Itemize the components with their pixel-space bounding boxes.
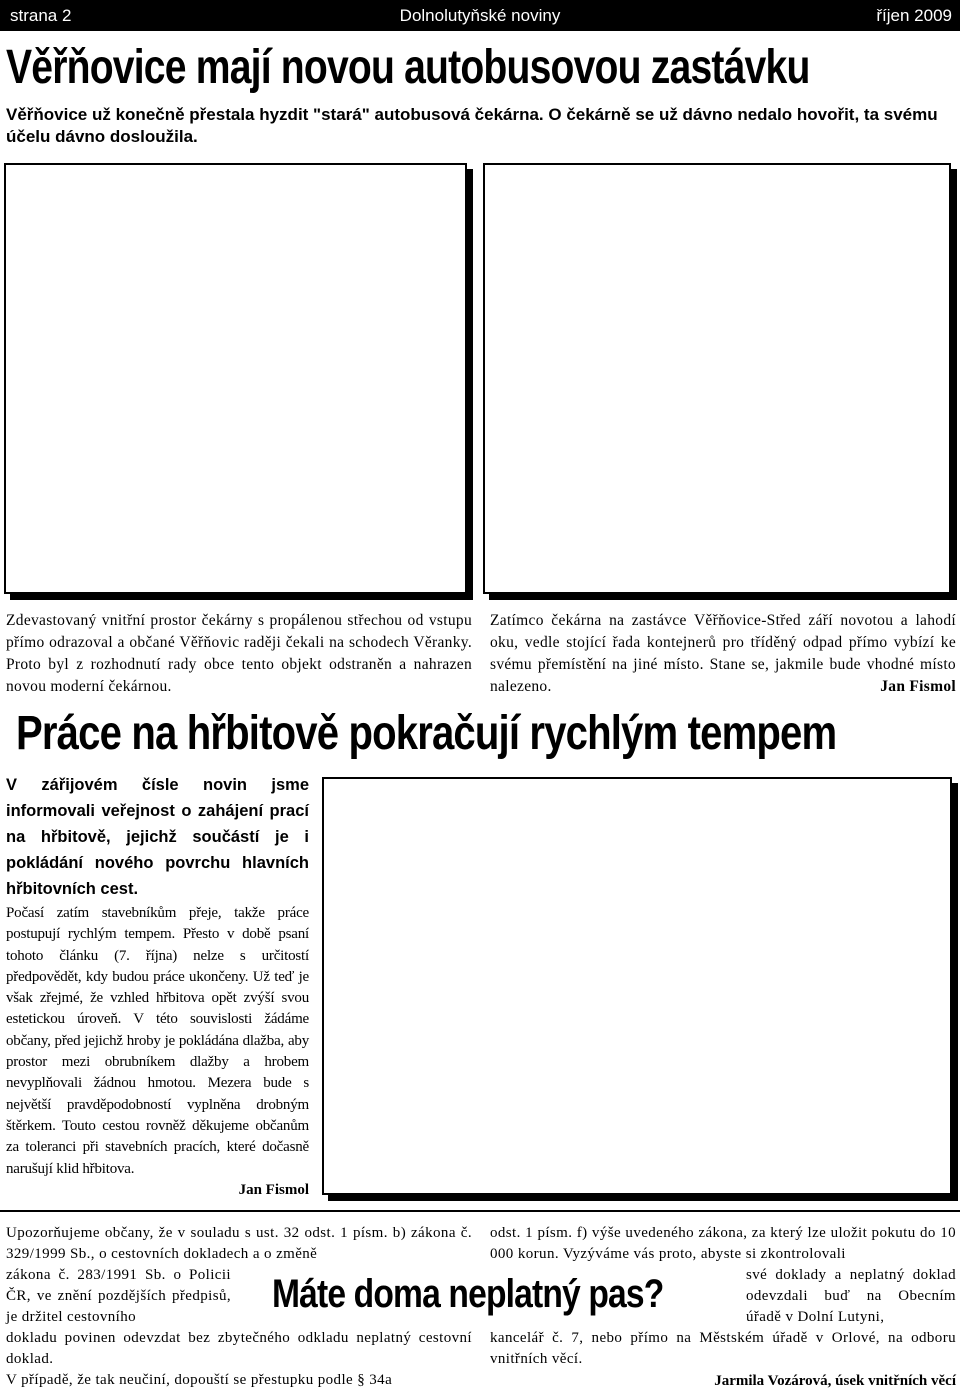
article1-author: Jan Fismol [880,678,956,695]
article3-right-bottom: kancelář č. 7, nebo přímo na Městském úřadě v Orlové, na odboru vnitřních věcí. [490,1330,956,1367]
photo-old-bus-shelter [4,163,467,594]
article3-right-top: odst. 1 písm. f) výše uvedeného zákona, za který lze uložit pokutu do 10 000 korun. Vyzýváme vás proto, abyste si zkontrolovali [490,1225,956,1262]
photo-new-bus-shelter [483,163,951,594]
photo-cemetery-works [322,777,952,1195]
article2-author: Jan Fismol [238,1182,309,1198]
section-divider [0,1210,960,1212]
newspaper-name: Dolnolutyňské noviny [399,6,561,25]
article3-left-last: V případě, že tak neučiní, dopouští se přestupku podle § 34a [6,1372,393,1388]
caption-right [490,610,956,698]
caption-left: Zdevastovaný vnitřní prostor čekárny s propálenou střechou od vstupu přímo odrazoval a občané Věřňovic raději čekali na schodech Věranky. Proto byl z rozhodnutí rady obce tento objekt odstraněn a nahrazen novou moderní čekárnou. [6,612,472,695]
page-number: strana 2 [10,6,72,25]
article1-lead: Věřňovice už konečně přestala hyzdit "stará" autobusová čekárna. O čekárně se už dávno nedalo hovořit, ta svému účelu dávno dosloužila. [6,105,938,146]
article3-author: Jarmila Vozárová, úsek vnitřních věcí [714,1373,956,1389]
article3-left-bottom: dokladu povinen odevzdat bez zbytečného odkladu neplatný cestovní doklad. [6,1330,472,1367]
article3-right-narrow: své doklady a neplatný doklad odevzdali buď na Obecním úřadě v Dolní Lutyni, [746,1267,956,1325]
article3-title: Máte doma neplatný pas? [272,1272,664,1316]
article2-body: Počasí zatím stavebníkům přeje, takže práce postupují rychlým tempem. Přesto v době psaní tohoto článku (7. října) nelze s určitostí předpovědět, kdy budou práce ukončeny. Už teď je však zřejmé, že vzhled hřbitova opět zvýší svou estetickou úroveň. V této souvislosti žádáme občany, před jejichž hroby je pokládána dlažba, aby prostor mezi obrubníkem dlažby a hrobem nevyplňovali žádnou hmotou. Mezera bude s největší pravděpodobností vyplněna drobným štěrkem. Touto cestou rovněž děkujeme občanům za toleranci při stavebních pracích, které dočasně narušují klid hřbitova. [6,905,309,1177]
caption-right-text: Zatímco čekárna na zastávce Věřňovice-Střed září novotou a lahodí oku, vedle stojící řada kontejnerů pro tříděný odpad přímo vybízí ke svému přemístění na jiné místo. Stane se, jakmile bude vhodné místo nalezeno. [490,612,956,695]
issue-date: říjen 2009 [876,6,952,25]
article1-title: Věřňovice mají novou autobusovou zastávku [6,41,810,94]
article3-left-top: Upozorňujeme občany, že v souladu s ust. 32 odst. 1 písm. b) zákona č. 329/1999 Sb., o cestovních dokladech a o změně [6,1225,472,1262]
page-header-bar [0,0,960,31]
article2-title: Práce na hřbitově pokračují rychlým tempem [16,707,837,760]
article2-lead: V zářijovém čísle novin jsme informovali veřejnost o zahájení prací na hřbitově, jejichž součástí je i pokládání nového povrchu hlavních hřbitovních cest. [6,776,309,898]
article3-left-narrow: zákona č. 283/1991 Sb. o Policii ČR, ve znění pozdějších předpisů, je držitel cestovního [6,1267,231,1325]
